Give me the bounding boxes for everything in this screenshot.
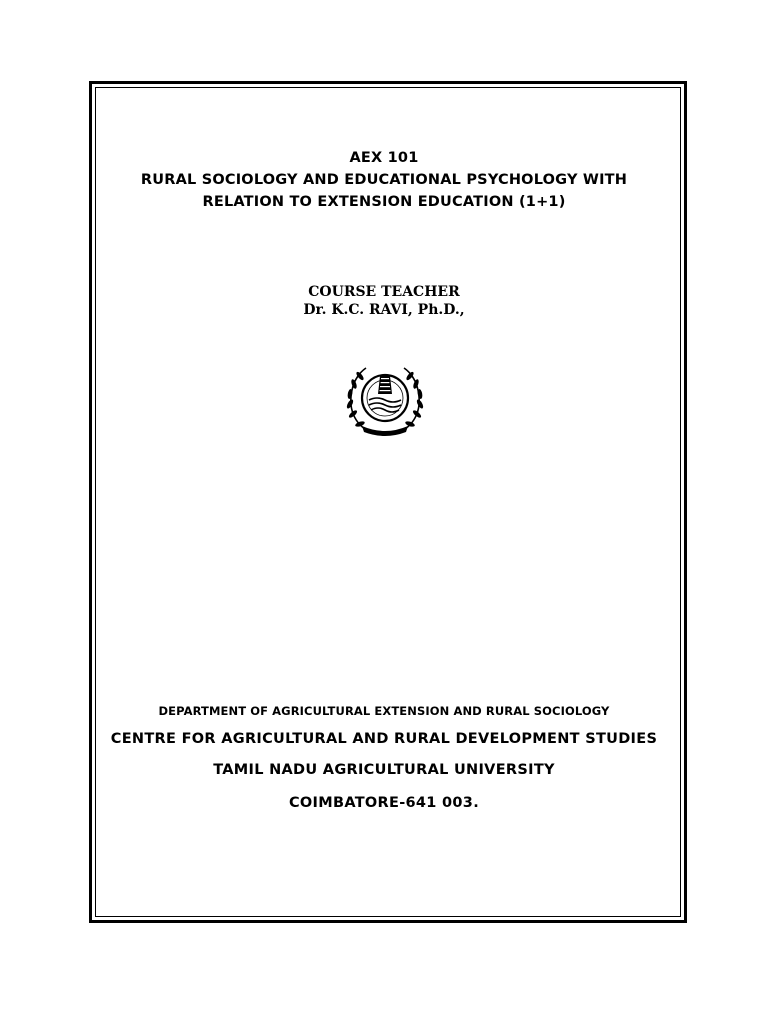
course-teacher-name: Dr. K.C. RAVI, Ph.D., [303,302,465,318]
university-name: TAMIL NADU AGRICULTURAL UNIVERSITY [213,762,555,778]
city-address: COIMBATORE-641 003. [288,795,480,811]
university-seal-icon [342,360,428,438]
course-title-line-2: RELATION TO EXTENSION EDUCATION (1+1) [202,194,566,210]
centre-name: CENTRE FOR AGRICULTURAL AND RURAL DEVELOPMENT STUDIES [110,731,658,747]
page-border-inner [95,87,681,917]
course-code: AEX 101 [349,150,419,166]
course-title-line-1: RURAL SOCIOLOGY AND EDUCATIONAL PSYCHOLOGY WITH [140,172,628,188]
department-name: DEPARTMENT OF AGRICULTURAL EXTENSION AND RURAL SOCIOLOGY [158,704,610,718]
course-teacher-label: COURSE TEACHER [308,284,460,300]
